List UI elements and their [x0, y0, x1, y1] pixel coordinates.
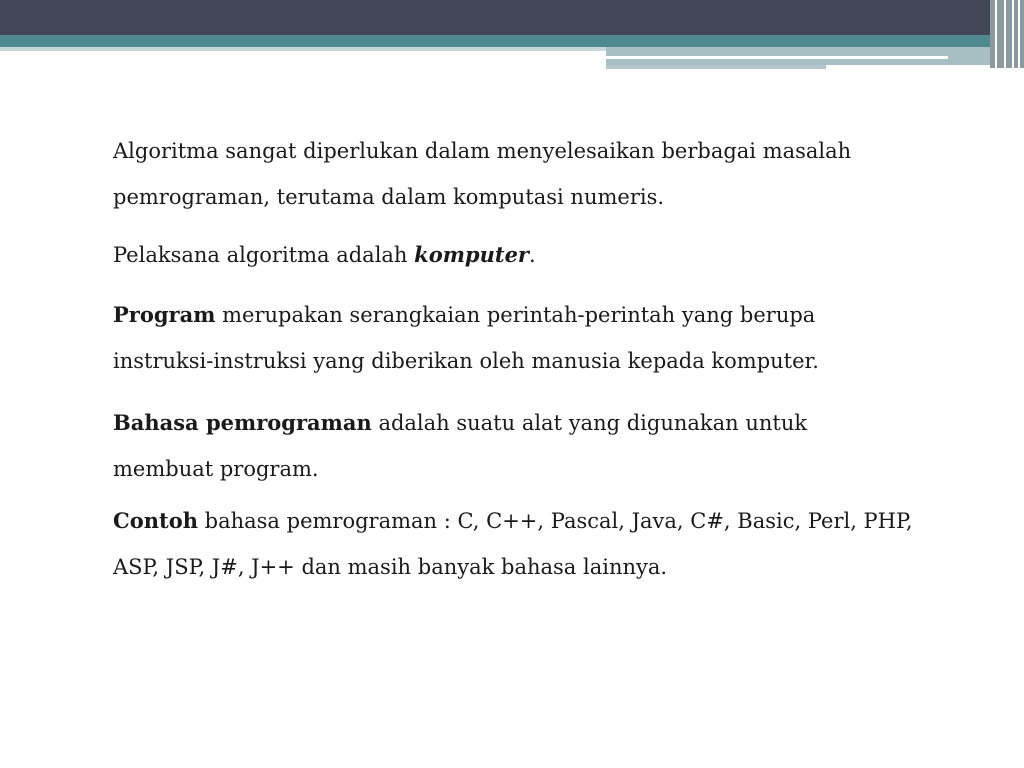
paragraph-pelaksana: [113, 232, 913, 278]
slide-body: [113, 128, 913, 590]
paragraph-bahasa: [113, 400, 913, 492]
term-bahasa-pemrograman: Bahasa pemrograman: [113, 410, 372, 435]
paragraph-program: [113, 292, 913, 384]
paragraph-pelaksana-end: .: [529, 243, 536, 267]
term-contoh: Contoh: [113, 508, 198, 533]
paragraph-contoh-text: bahasa pemrograman : C, C++, Pascal, Java, C#, Basic, Perl, PHP, ASP, JSP, J#, J++ dan masih banyak bahasa lainnya.: [113, 509, 913, 579]
header-teal-band: [0, 35, 1024, 47]
paragraph-contoh: [113, 498, 913, 590]
term-program: Program: [113, 302, 216, 327]
paragraph-program-text: merupakan serangkaian perintah-perintah yang berupa instruksi-instruksi yang diberikan oleh manusia kepada komputer.: [113, 303, 819, 373]
header-vertical-stripe: [995, 0, 997, 68]
header-dark-band: [0, 0, 1024, 35]
header-gray-strip: [0, 47, 606, 51]
paragraph-algoritma: Algoritma sangat diperlukan dalam menyelesaikan berbagai masalah pemrograman, terutama dalam komputasi numeris.: [113, 139, 852, 209]
paragraph-bahasa-text: adalah suatu alat yang digunakan untuk membuat program.: [113, 411, 808, 481]
paragraph-pelaksana-text: Pelaksana algoritma adalah: [113, 243, 415, 267]
header-lower-line: [606, 65, 826, 69]
header-vertical-stripe: [1004, 0, 1006, 68]
emphasis-komputer: komputer: [414, 242, 529, 267]
header-vertical-stripe: [1012, 0, 1014, 68]
header-white-line: [606, 56, 948, 59]
header-vertical-stripe: [1018, 0, 1020, 68]
